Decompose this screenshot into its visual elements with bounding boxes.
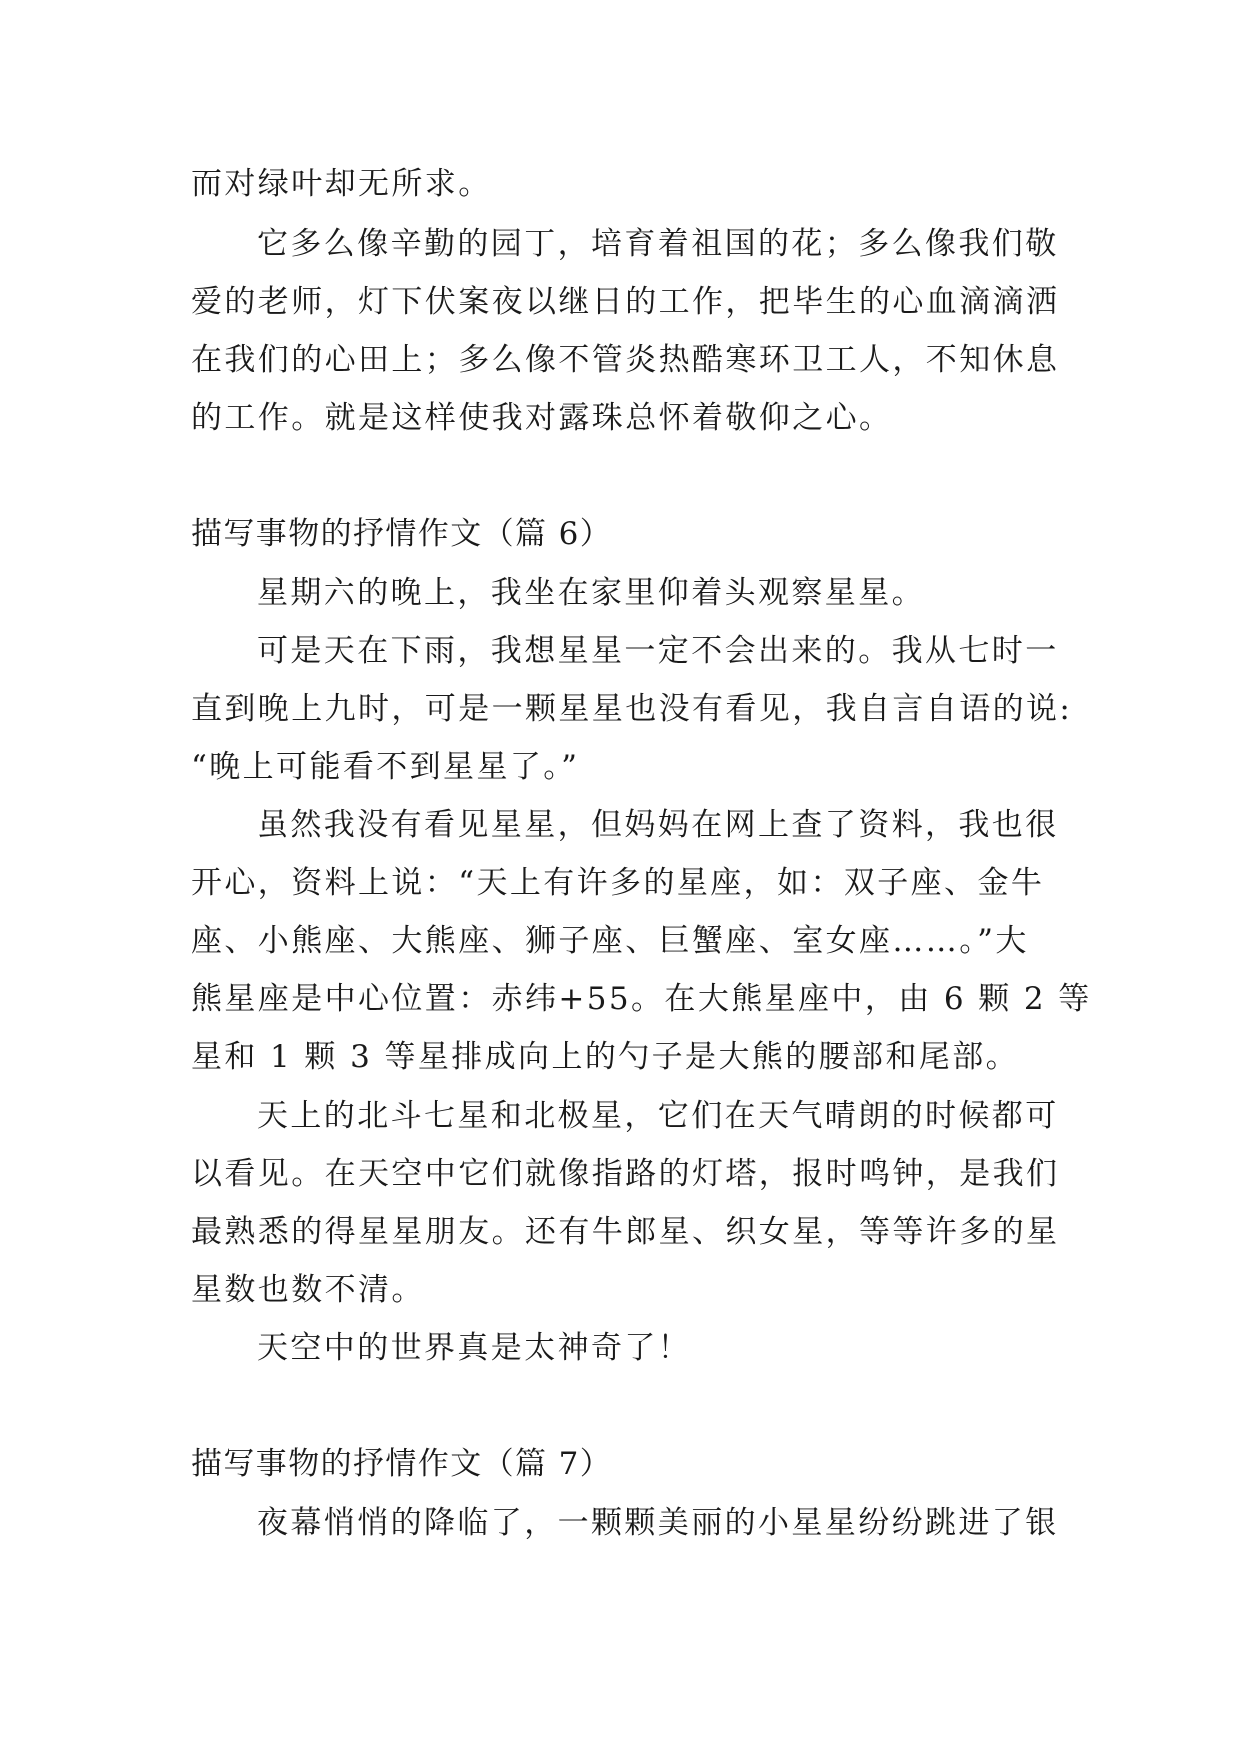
paragraph-line: 虽然我没有看见星星，但妈妈在网上查了资料，我也很 — [257, 807, 1059, 843]
paragraph-line: 的工作。就是这样使我对露珠总怀着敬仰之心。 — [191, 400, 893, 436]
paragraph-line: 爱的老师，灯下伏案夜以继日的工作，把毕生的心血滴滴洒 — [191, 284, 1060, 320]
paragraph-line: 熊星座是中心位置：赤纬+55。在大熊星座中，由 6 颗 2 等 — [191, 981, 1092, 1017]
paragraph-line: 星期六的晚上，我坐在家里仰着头观察星星。 — [257, 575, 925, 611]
paragraph-line: 星数也数不清。 — [191, 1272, 425, 1308]
paragraph-line: 直到晚上九时，可是一颗星星也没有看见，我自言自语的说: — [191, 691, 1073, 727]
section-heading: 描写事物的抒情作文（篇 7） — [191, 1446, 613, 1482]
section-heading: 描写事物的抒情作文（篇 6） — [191, 516, 613, 552]
paragraph-line: 座、小熊座、大熊座、狮子座、巨蟹座、室女座……。”大 — [191, 923, 1029, 959]
paragraph-line: 以看见。在天空中它们就像指路的灯塔，报时鸣钟，是我们 — [191, 1156, 1060, 1192]
paragraph-line: “晚上可能看不到星星了。” — [191, 749, 580, 785]
paragraph-line: 最熟悉的得星星朋友。还有牛郎星、织女星，等等许多的星 — [191, 1214, 1060, 1250]
paragraph-line: 夜幕悄悄的降临了，一颗颗美丽的小星星纷纷跳进了银 — [257, 1505, 1059, 1541]
paragraph-line: 星和 1 颗 3 等星排成向上的勺子是大熊的腰部和尾部。 — [191, 1039, 1020, 1075]
paragraph-line: 在我们的心田上；多么像不管炎热酷寒环卫工人，不知休息 — [191, 342, 1060, 378]
paragraph-line: 开心，资料上说：“天上有许多的星座，如：双子座、金牛 — [191, 865, 1045, 901]
paragraph-line: 可是天在下雨，我想星星一定不会出来的。我从七时一 — [257, 633, 1059, 669]
paragraph-line: 天上的北斗七星和北极星，它们在天气晴朗的时候都可 — [257, 1098, 1059, 1134]
paragraph-line: 而对绿叶却无所求。 — [191, 166, 492, 202]
paragraph-line: 它多么像辛勤的园丁，培育着祖国的花；多么像我们敬 — [257, 226, 1059, 262]
paragraph-line: 天空中的世界真是太神奇了！ — [257, 1330, 692, 1366]
